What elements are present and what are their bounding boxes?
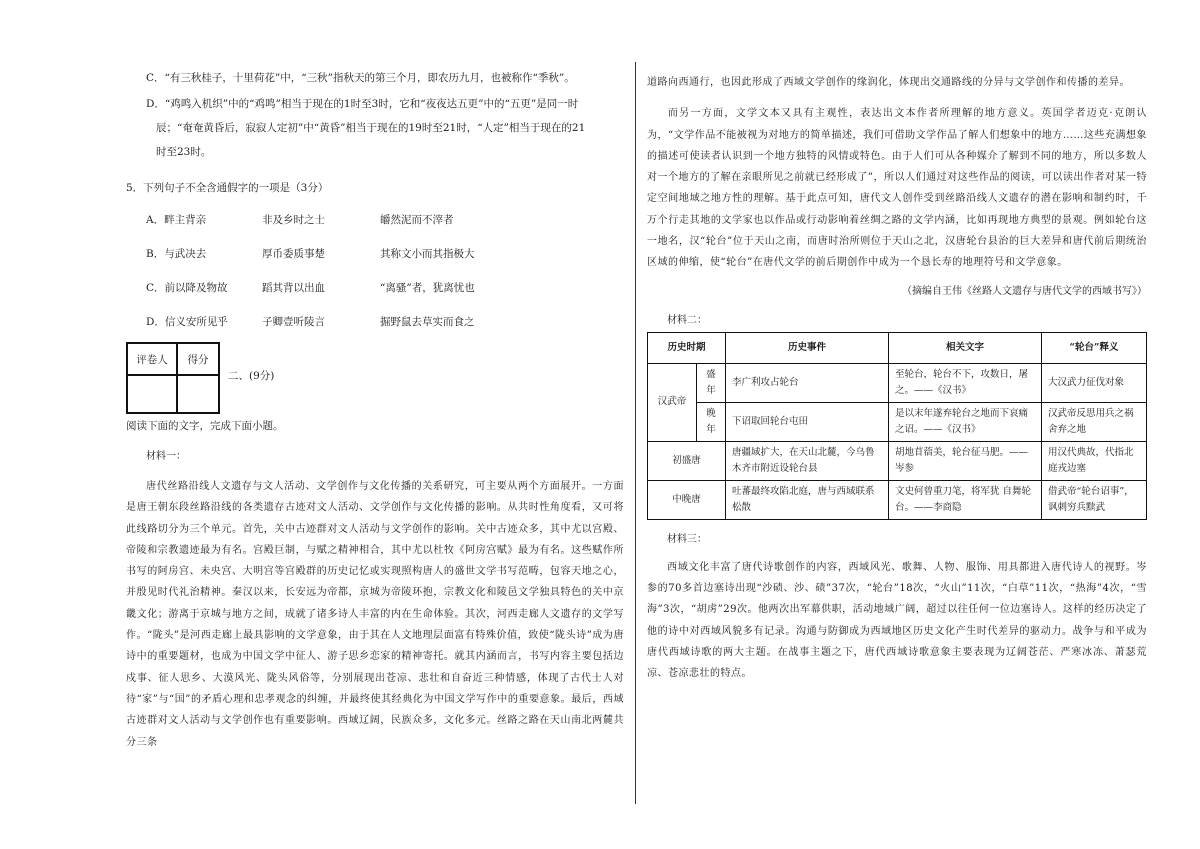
material-3-content: 西域文化丰富了唐代诗歌创作的内容，西域风光、歌舞、人物、服饰、用具都进入唐代诗人的视野。岑参的70多首边塞诗出现“沙碛、沙、碛”37次，“轮台”18次，“火山”11次，“白草”11次，“热海”4次，“雪海”3次，“胡虏”29次。他两次出军幕供职，活动地域广阔，超过以往任何一位边塞诗人。这样的经历决定了他的诗中对西域风貌多有记录。沟通与防御成为西域地区历史文化产生时代差异的驱动力。战争与和平成为唐代西域诗歌的两大主题。在战事主题之下，唐代西域诗歌意象主要表现为辽阔苍茫、严寒冰冻、萧瑟荒凉、苍凉悲壮的特点。 <box>647 561 1147 680</box>
reviewer-cell[interactable] <box>127 375 177 413</box>
table-row <box>648 402 1147 441</box>
right-column <box>647 72 1147 684</box>
left-column <box>126 66 624 753</box>
choice-row-d <box>126 304 624 338</box>
table-row <box>648 441 1147 480</box>
score-table <box>126 342 220 414</box>
choice-c-2: 蹈其背以出血 <box>262 281 325 294</box>
choice-c-3: “离骚”者，犹离忧也 <box>380 281 475 294</box>
column-divider <box>635 62 636 804</box>
table-row <box>648 480 1147 519</box>
choice-d-1: D．信义安所见乎 <box>146 315 228 328</box>
question-5: 5．下列句子不全含通假字的一项是（3分） <box>126 182 329 194</box>
choice-b-2: 厚币委质事楚 <box>262 247 325 260</box>
history-table <box>647 332 1147 520</box>
choice-b-1: B．与武决去 <box>146 247 207 260</box>
choice-a-1: A．畔主背亲 <box>146 213 207 226</box>
event-cell: 李广利攻占轮台 <box>726 363 889 402</box>
sub-period: 晚年 <box>697 402 726 441</box>
period-cell: 中晚唐 <box>648 480 726 519</box>
table-row <box>648 363 1147 402</box>
choice-a-3: 皭然泥而不滓者 <box>380 213 454 226</box>
source-citation: （摘编自王伟《丝路人文遗存与唐代文学的西域书写》） <box>902 285 1147 297</box>
text-cell: 至轮台，轮台不下，攻数日，屠之。——《汉书》 <box>889 363 1042 402</box>
paragraph-2-content: 而另一方面，文学文本又具有主观性，表达出文本作者所理解的地方意义。英国学者迈克·克朗认为，“文学作品不能被视为对地方的简单描述，我们可借助文学作品了解人们想象中的地方……这些充满想象的描述可使读者认识到一个地方独特的风情或特色。由于人们可从各种媒介了解到不同的地方，所以多数人对一个地方的了解在亲眼所见之前就已经形成了”，所以人们通过对这些作品的阅读，可以读出作者对某一特定空间地域之地方性的理解。基于此点可知，唐代文人创作受到丝路沿线人文遗存的潜在影响和制约时，千万个行走其地的文学家也以作品或行动影响着丝绸之路的文学内涵，比如再现地方典型的景观。例如轮台这一地名，汉“轮台”位于天山之南，而唐时治所则位于天山之北，汉唐轮台县治的巨大差异和唐代前后期统治区域的伸缩，使“轮台”在唐代文学的前后期创作中成为一个恳长寿的地理符号和文学意象。 <box>647 108 1147 269</box>
reviewer-header: 评卷人 <box>127 343 177 375</box>
material-1-label: 材料一： <box>146 451 186 462</box>
header-meaning: “轮台”释义 <box>1042 332 1147 363</box>
meaning-cell: 借武帝“轮台诏事”，讽刺穷兵黩武 <box>1042 480 1147 519</box>
choice-row-c <box>126 270 624 304</box>
choice-a-2: 非及乡时之士 <box>262 213 325 226</box>
score-box-area <box>126 342 624 414</box>
material-1-continued: 道路向西通行，也因此形成了西域文学创作的缘润化，体现出交通路线的分异与文学创作和传播的差异。 <box>647 77 1130 88</box>
choices <box>126 202 624 338</box>
material-3-text <box>647 557 1147 685</box>
header-period: 历史时期 <box>648 332 726 363</box>
choice-d-2: 子卿壹听陵言 <box>262 315 325 328</box>
paragraph-2 <box>647 103 1147 273</box>
material-1-content: 唐代丝路沿线人文遗存与文人活动、文学创作与文化传播的关系研究，可主要从两个方面展开。一方面是唐王朝东段丝路沿线的各类遗存古迹对文人活动、文学创作与文化传播的影响。从共时性角度看，又可将此线路切分为三个单元。首先，关中古迹群对文人活动与文学创作的影响。关中古迹众多，其中尤以宫殿、帝陵和宗教遗迹最为有名。宫殿巨制，与赋之精神相合，其中尤以杜牧《阿房宫赋》最为有名。这些赋作所书写的阿房宫、未央宫、大明宫等宫殿群的历史记忆或实现照构唐人的盛世文学书写范畴，包容天地之心，并殷见时代礼治精神。秦汉以来，长安远为帝都，京城为帝陵环抱，宗教文化和陵邑文学独具特色的关中京畿文化；游离于京城与地方之间，成就了诸多诗人丰富的内在生命体验。其次，河西走廊人文遗存的文学写作。“陇头”是河西走廊上最具影响的文学意象，由于其在人文地理层面富有特殊价值，致使“陇头诗”成为唐诗中的重要题材，也成为中国文学中征人、游子思乡恋家的精神寄托。就其内涵而言，书写内容主要包括边戍事、征人思乡、大漠风光、陇头风俗等，分别展现出苍凉、悲壮和自奋近三种情感，体现了古代士人对待“家”与“国”的矛盾心理和忠孝观念的纠缠，并最终使其经典化为中国文学写作中的重要意象。最后，西域古迹群对文人活动与文学创作也有重要影响。西域辽阔，民族众多，文化多元。丝路之路在天山南北两麓共分三条 <box>126 481 624 748</box>
instruction: 阅读下面的文字，完成下面小题。 <box>126 420 284 432</box>
meaning-cell: 汉武帝反思用兵之祸舍弃之地 <box>1042 402 1147 441</box>
option-c: C．“有三秋桂子，十里荷花”中，“三秋”指秋天的第三个月，即农历九月，也被称作“季秋”。 <box>146 72 575 84</box>
choice-d-3: 掘野鼠去草实而食之 <box>380 315 475 328</box>
text-cell: 文史何曾重刀笔，将军犹 自舞轮台。——李商隐 <box>889 480 1042 519</box>
section-heading: 二、(9分) <box>228 370 275 382</box>
choice-b-3: 其称文小而其指极大 <box>380 247 475 260</box>
sub-period: 盛年 <box>697 363 726 402</box>
choice-row-b <box>126 236 624 270</box>
meaning-cell: 大汉武力征伐对象 <box>1042 363 1147 402</box>
material-1-text <box>126 476 624 753</box>
period-cell: 初盛唐 <box>648 441 726 480</box>
event-cell: 下诏取回轮台屯田 <box>726 402 889 441</box>
event-cell: 吐蕃最终攻陷北庭，唐与西域联系松散 <box>726 480 889 519</box>
option-d-line3: 时至23时。 <box>156 146 212 158</box>
score-header: 得分 <box>177 343 219 375</box>
text-cell: 胡地苜蓿美，轮台征马肥。——岑参 <box>889 441 1042 480</box>
period-han: 汉武帝 <box>648 363 697 441</box>
material-3-label: 材料三： <box>667 533 707 545</box>
option-d-line2: 辰；“奄奄黄昏后，寂寂人定初”中“黄昏”相当于现在的19时至21时，“人定”相当于现在的21 <box>156 122 586 134</box>
choice-row-a <box>126 202 624 236</box>
option-d-line1: D．“鸡鸣入机织”中的“鸡鸣”相当于现在的1时至3时，它和“夜夜达五更”中的“五更”是同一时 <box>146 98 579 110</box>
choice-c-1: C．前以降及物故 <box>146 281 228 294</box>
event-cell: 唐疆域扩大，在天山北麓，今乌鲁木齐市附近设轮台县 <box>726 441 889 480</box>
meaning-cell: 用汉代典故，代指北庭戎边塞 <box>1042 441 1147 480</box>
score-cell[interactable] <box>177 375 219 413</box>
header-event: 历史事件 <box>726 332 889 363</box>
text-cell: 是以末年遂弃轮台之地而下哀痛之诏。——《汉书》 <box>889 402 1042 441</box>
header-text: 相关文字 <box>889 332 1042 363</box>
material-2-label: 材料二： <box>667 314 707 326</box>
